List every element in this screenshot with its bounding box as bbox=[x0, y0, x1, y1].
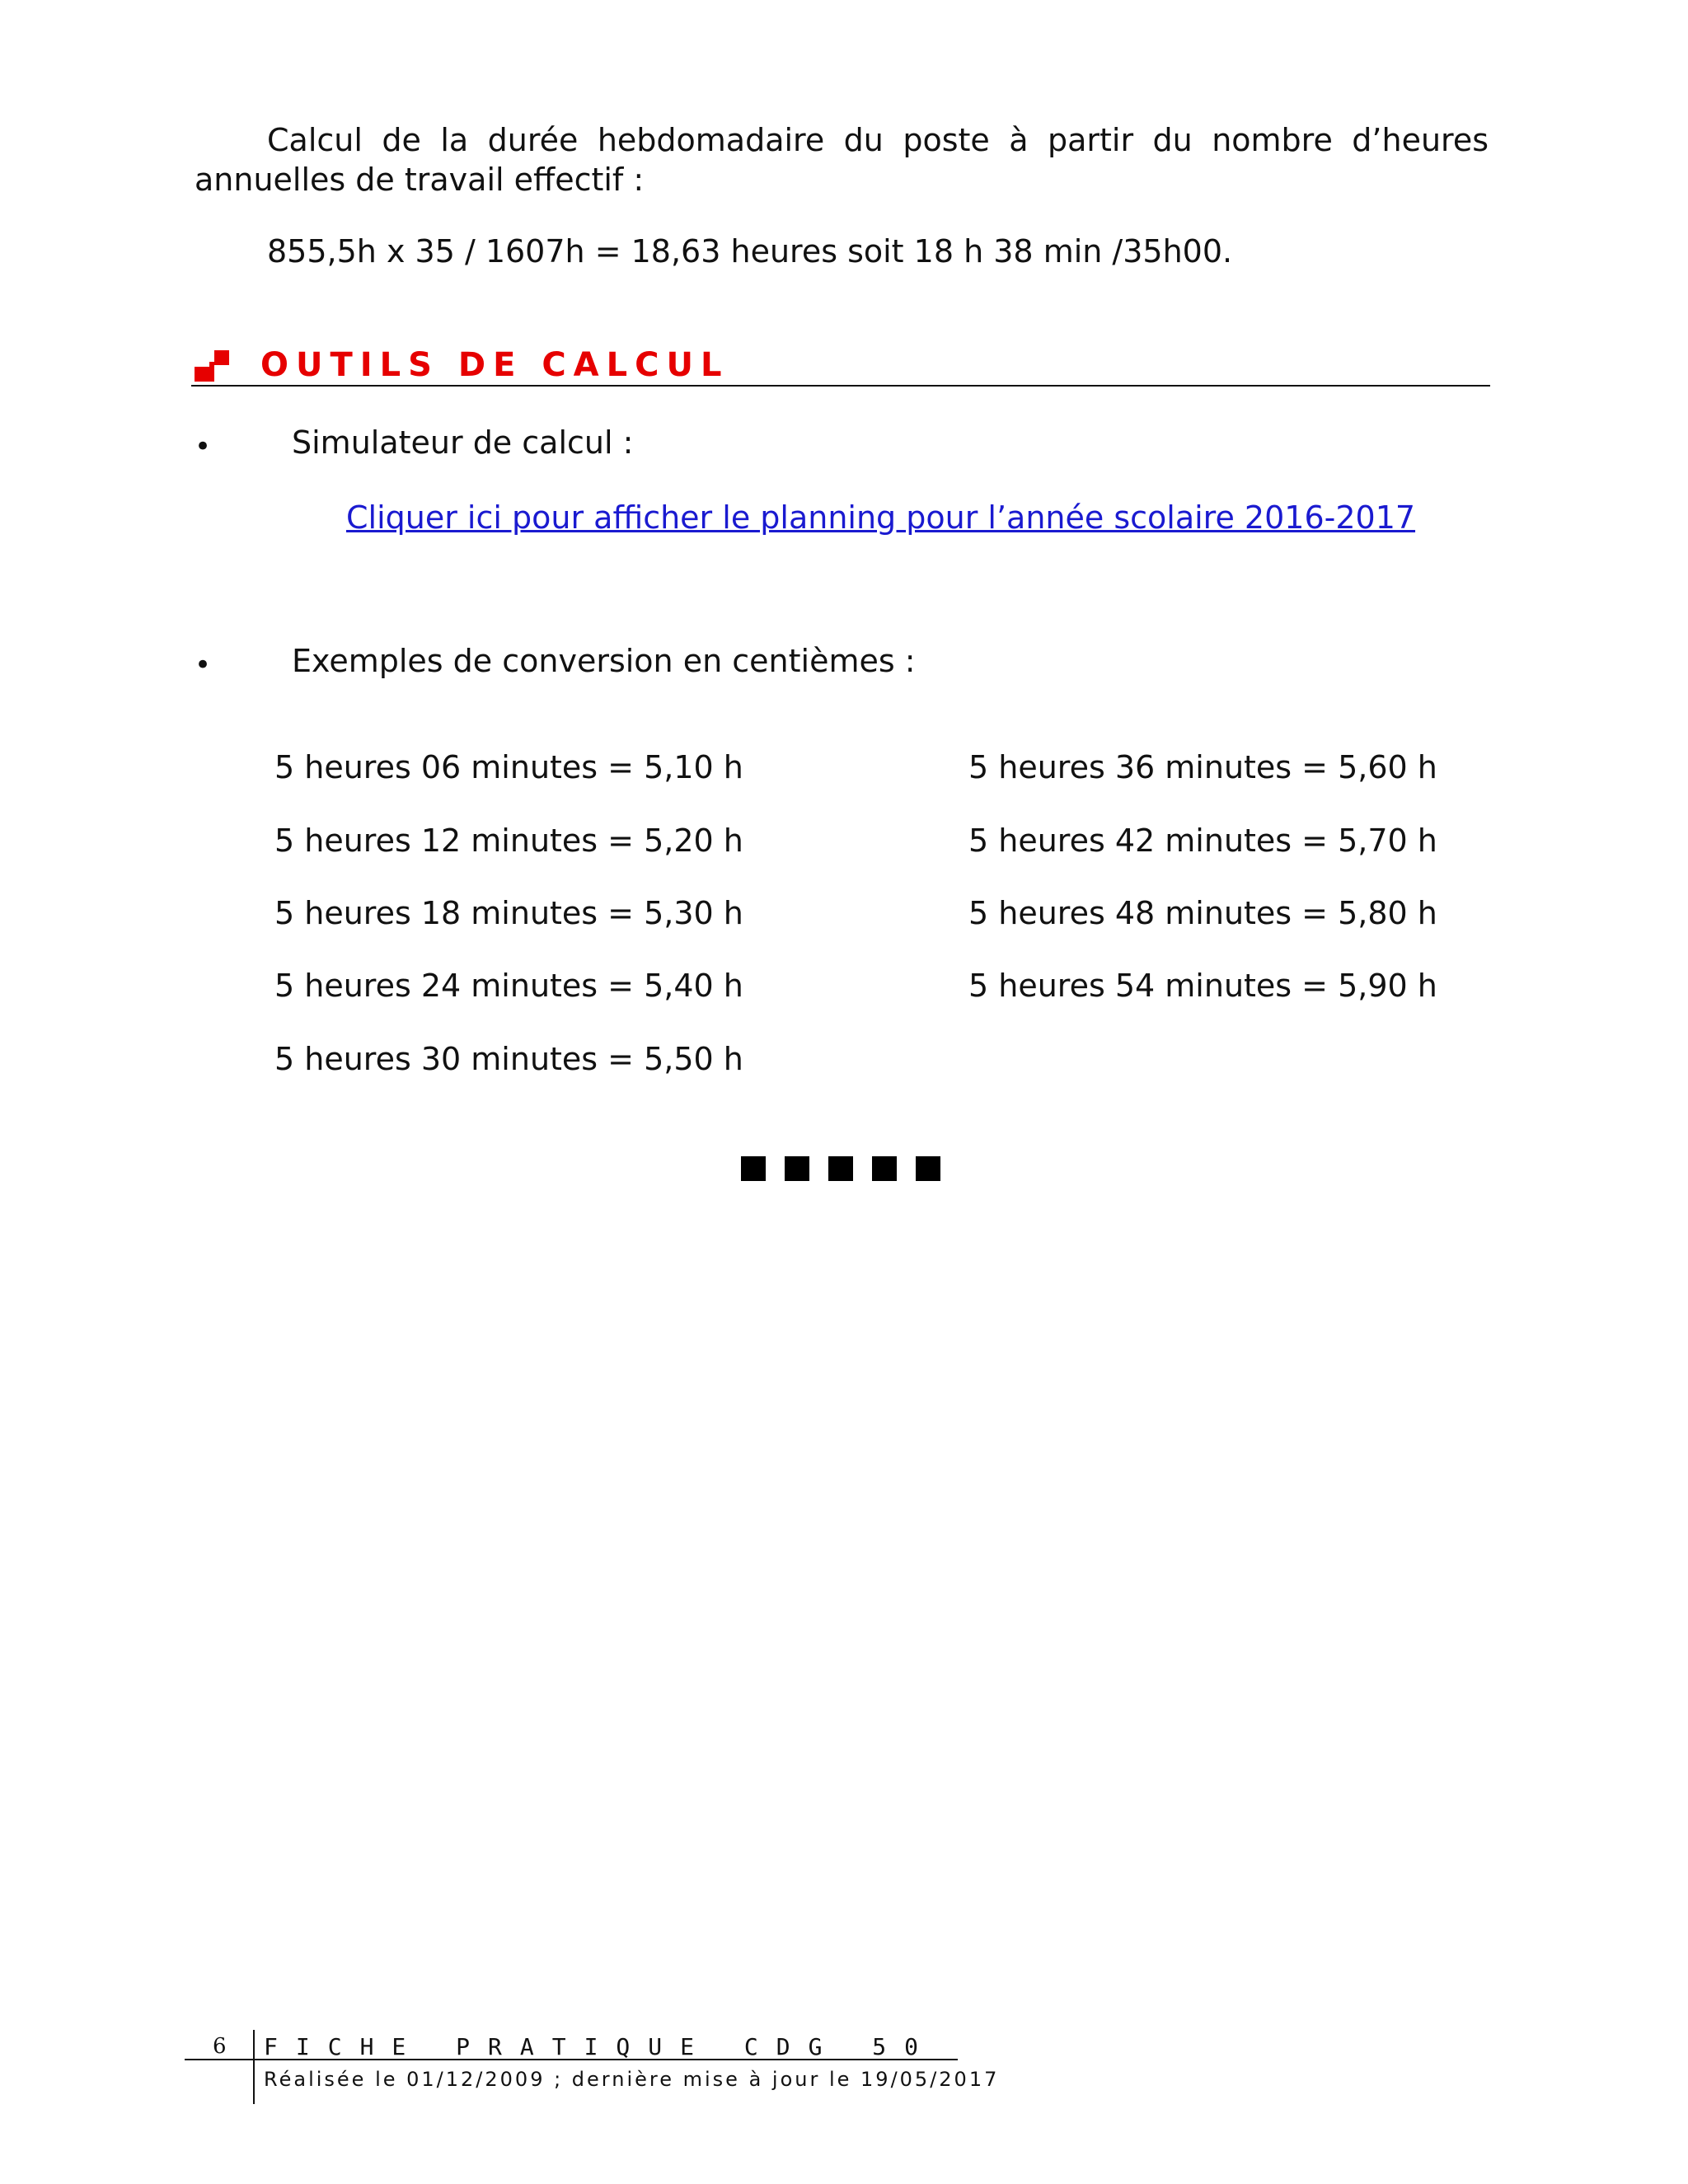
conversion-item: 5 heures 36 minutes = 5,60 h bbox=[968, 749, 1437, 785]
conversion-item: 5 heures 30 minutes = 5,50 h bbox=[274, 1041, 743, 1077]
heading-divider bbox=[191, 385, 1490, 387]
footer-subtitle: Réalisée le 01/12/2009 ; dernière mise à jour le 19/05/2017 bbox=[264, 2068, 1000, 2091]
footer-divider-vertical bbox=[253, 2030, 255, 2104]
end-of-section-squares bbox=[741, 1156, 942, 1181]
conversion-item: 5 heures 42 minutes = 5,70 h bbox=[968, 823, 1437, 859]
page-number: 6 bbox=[213, 2034, 227, 2059]
section-heading: OUTILS DE CALCUL bbox=[260, 346, 729, 384]
conversion-label: Exemples de conversion en centièmes : bbox=[292, 643, 916, 679]
intro-paragraph: Calcul de la durée hebdomadaire du poste à partir du nombre d’heures annuelles de travail effectif : bbox=[195, 122, 1489, 198]
conversion-item: 5 heures 12 minutes = 5,20 h bbox=[274, 823, 743, 859]
conversion-item: 5 heures 48 minutes = 5,80 h bbox=[968, 895, 1437, 931]
bullet-icon: • bbox=[195, 649, 212, 682]
simulator-label: Simulateur de calcul : bbox=[292, 424, 634, 461]
planning-link[interactable]: Cliquer ici pour afficher le planning pour l’année scolaire 2016-2017 bbox=[346, 499, 1416, 536]
formula-line: 855,5h x 35 / 1607h = 18,63 heures soit 18 h 38 min /35h00. bbox=[267, 233, 1233, 269]
conversion-item: 5 heures 06 minutes = 5,10 h bbox=[274, 749, 743, 785]
conversion-item: 5 heures 24 minutes = 5,40 h bbox=[274, 968, 743, 1004]
section-marker-icon bbox=[195, 350, 229, 382]
conversion-item: 5 heures 54 minutes = 5,90 h bbox=[968, 968, 1437, 1004]
footer-title: FICHE PRATIQUE CDG 50 bbox=[264, 2033, 937, 2060]
conversion-item: 5 heures 18 minutes = 5,30 h bbox=[274, 895, 743, 931]
bullet-icon: • bbox=[195, 430, 212, 463]
